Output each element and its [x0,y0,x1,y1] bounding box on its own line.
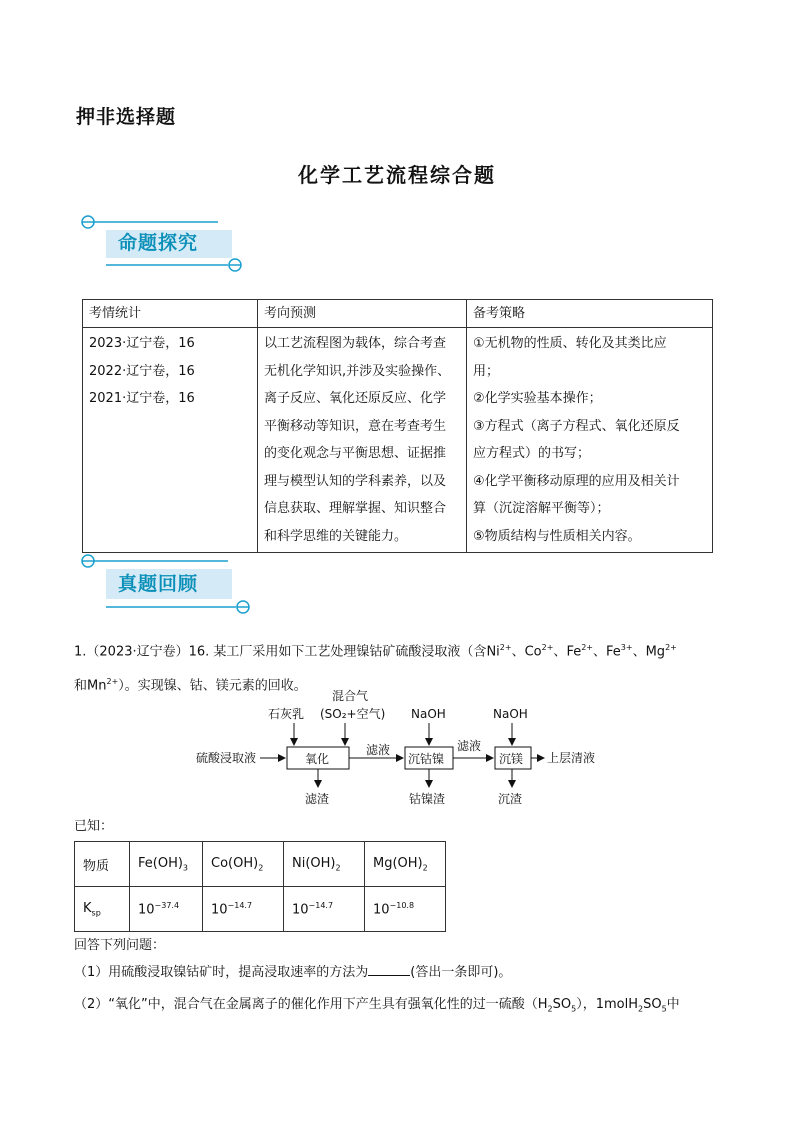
flow-filtrate-1: 滤液 [366,743,391,757]
banner-zhenti-label: 真题回顾 [118,573,199,595]
strategy-line: 应方程式）的书写； [473,446,591,461]
ion: Ni [486,644,500,660]
conjunction: 和 [74,678,88,694]
forecast-line: 以工艺流程图为载体，综合考查 [264,336,447,351]
flow-naoh-1: NaOH [411,707,446,721]
flow-coni-residue: 钴镍渣 [409,792,446,806]
ion-charge: 3+ [620,643,633,652]
forecast-cell [258,328,467,553]
substance-cell [284,842,365,887]
formula-part: SO [552,997,572,1012]
value-base: 10 [292,902,309,918]
ksp-symbol: K [83,900,92,916]
value-base: 10 [211,902,228,918]
ion: Fe [566,644,582,660]
forecast-line: 和科学思维的关键能力。 [264,528,408,544]
label-substance: 物质 [75,842,130,887]
subscript: sp [91,908,101,918]
intro-text: ）。实现镍、钴、镁元素的回收。 [118,678,307,694]
banner-zhenti [78,549,258,619]
strategy-line: ①无机物的性质、转化及其类比应 [473,336,667,351]
header-stats: 考情统计 [83,300,258,328]
main-title: 化学工艺流程综合题 [298,163,496,187]
ksp-value [203,887,284,932]
flow-cobalt-nickel: 沉钴镍 [408,752,445,766]
stat-line: 2022·辽宁卷，16 [89,363,195,379]
subscript: 3 [182,863,189,873]
ion-charge: 2+ [499,643,512,652]
strategy-line: ⑤物质结构与性质相关内容。 [473,528,641,544]
flow-upper-liquid: 上层清液 [547,751,596,765]
forecast-line: 的变化观念与平衡思想、证据推 [264,446,447,461]
ion: Mg [645,644,666,660]
process-flow-diagram [190,686,610,811]
exam-analysis-table [82,299,713,553]
forecast-line: 平衡移动等知识，意在考查考生 [264,418,447,434]
header-forecast: 考向预测 [258,300,467,328]
flow-residue: 滤渣 [305,792,330,806]
answer-intro: 回答下列问题： [74,938,166,953]
strategy-line: 用； [473,363,500,379]
substance-formula: Ni(OH) [292,855,336,871]
subscript: 5 [661,1004,667,1014]
separator: 、 [553,644,567,660]
forecast-line: 信息获取、理解掌握、知识整合 [264,501,447,516]
question-2-tail: 中 [666,997,680,1012]
label-ksp [75,887,130,932]
flow-magnesium: 沉镁 [499,752,524,766]
ion: Fe [606,644,621,660]
substance-cell [203,842,284,887]
value-base: 10 [138,902,155,918]
ion: Co [524,644,542,660]
flow-naoh-2: NaOH [493,707,528,721]
banner-mingti-label: 命题探究 [118,232,199,254]
formula-part: SO [643,997,662,1012]
strategy-cell [467,328,713,553]
banner-mingti [78,206,258,276]
strategy-line: 算（沉淀溶解平衡等）； [473,501,610,516]
flow-lime: 石灰乳 [268,707,305,721]
header-strategy: 备考策略 [467,300,713,328]
value-exponent: −14.7 [308,900,334,910]
value-exponent: −37.4 [154,900,180,910]
strategy-line: ④化学平衡移动原理的应用及相关计 [473,473,680,489]
subscript: 5 [571,1004,577,1014]
subscript: 2 [422,863,428,873]
stat-line: 2021·辽宁卷，16 [89,391,195,406]
intro-text: 1.（2023·辽宁卷）16. 某工厂采用如下工艺处理镍钴矿硫酸浸取液（含 [74,644,487,660]
forecast-line: 离子反应、氧化还原反应、化学 [264,391,447,406]
flow-precipitate: 沉渣 [498,792,523,806]
formula-part: ），1molH [576,997,638,1012]
ion-charge: 2+ [106,677,119,687]
value-base: 10 [373,902,390,918]
ion-charge: 2+ [665,643,677,652]
forecast-line: 理与模型认知的学科素养，以及 [264,473,447,489]
strategy-line: ②化学实验基本操作； [473,391,602,406]
value-exponent: −14.7 [227,900,253,910]
flow-gas: 混合气 [332,689,369,703]
separator: 、 [511,644,525,660]
question-1-text: （1）用硫酸浸取镍钴矿时，提高浸取速率的方法为 [74,965,369,980]
separator: 、 [593,644,607,660]
flow-filtrate-2: 滤液 [457,739,482,753]
ksp-value [365,887,446,932]
known-label: 已知： [74,819,114,834]
ion: Mn [87,678,107,694]
question-2-text: （2）“氧化”中，混合气在金属离子的催化作用下产生具有强氧化性的过一硫酸（H [74,997,548,1012]
separator: 、 [632,644,646,660]
substance-formula: Mg(OH) [373,855,423,871]
question-1 [74,961,724,980]
substance-formula: Fe(OH) [138,855,183,871]
flow-feed: 硫酸浸取液 [196,751,257,765]
forecast-line: 无机化学知识,并涉及实验操作、 [264,363,451,379]
stat-line: 2023·辽宁卷，16 [89,336,195,351]
ion-charge: 2+ [581,643,593,652]
flow-oxidation: 氧化 [305,752,330,766]
subscript: 2 [258,863,264,873]
ion-charge: 2+ [541,643,554,652]
answer-blank[interactable] [368,963,410,976]
question-2 [74,993,724,1014]
substance-cell [130,842,203,887]
value-exponent: −10.8 [389,900,415,910]
flow-gas-composition: (SO₂+空气) [320,707,386,721]
subscript: 2 [335,863,341,873]
ksp-value [284,887,365,932]
subscript: 2 [547,1004,553,1014]
subscript: 2 [637,1004,644,1014]
ksp-value [130,887,203,932]
question-1-hint: (答出一条即可)。 [410,965,512,980]
substance-formula: Co(OH) [211,855,259,871]
ksp-table [74,841,446,932]
strategy-line: ③方程式（离子方程式、氧化还原反 [473,418,680,434]
substance-cell [365,842,446,887]
stats-cell [83,328,258,553]
section-heading: 押非选择题 [76,106,177,128]
